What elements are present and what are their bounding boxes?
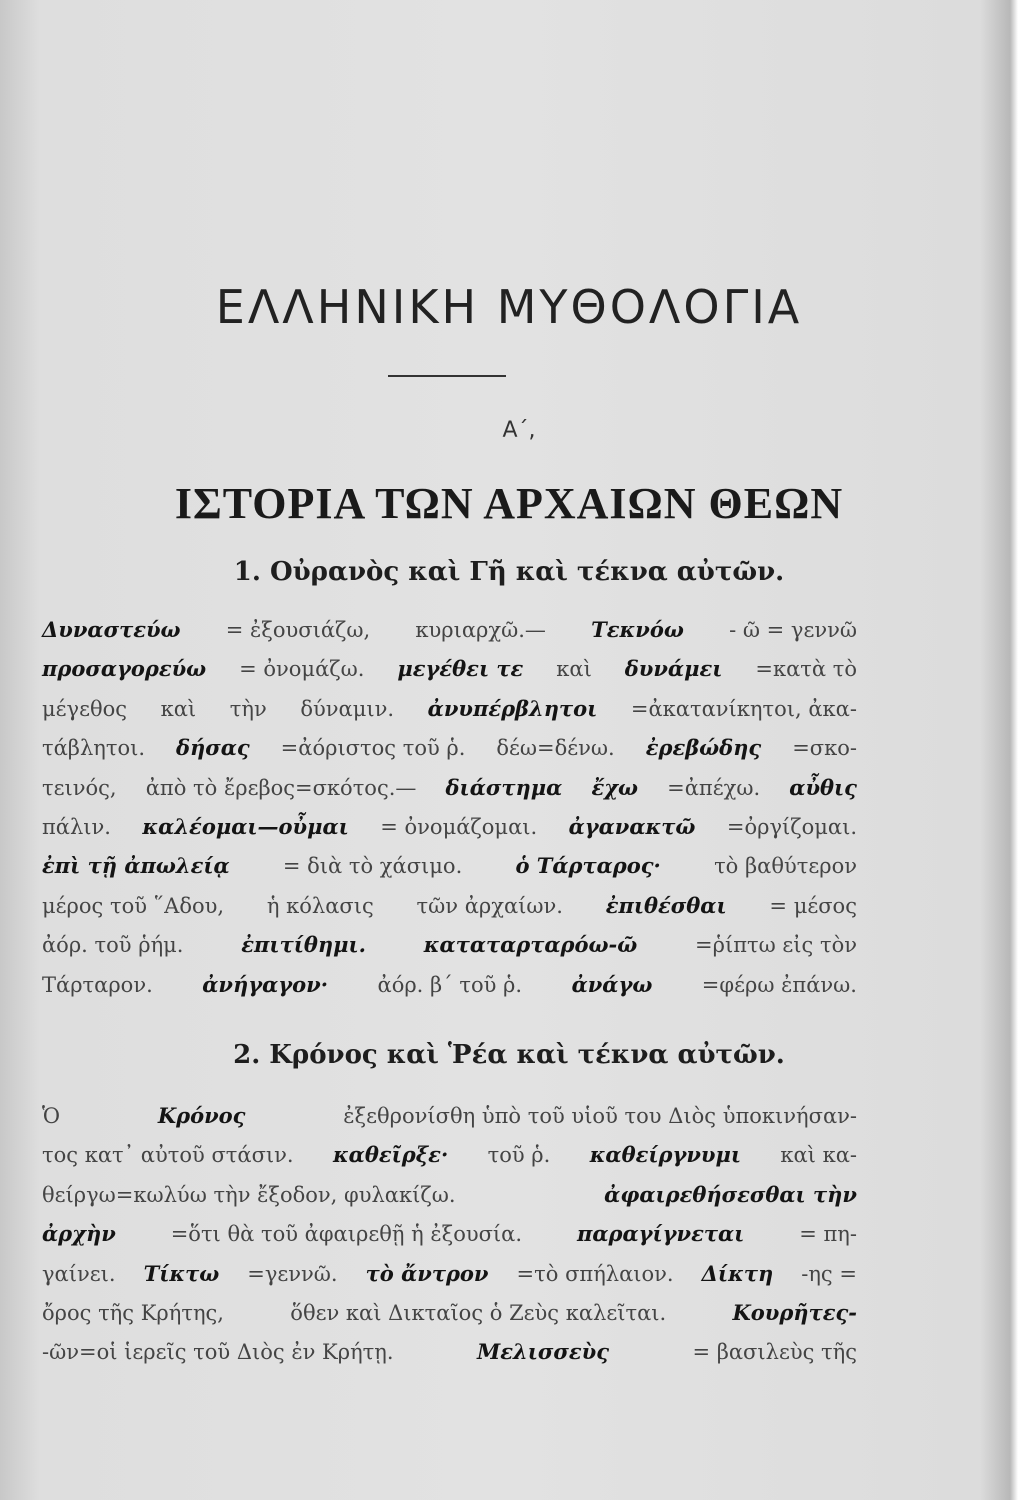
section-1-text <box>42 610 857 1004</box>
definition-text: Ὁ <box>42 1104 61 1128</box>
glossary-term: ἀνήγαγον· <box>202 971 329 997</box>
glossary-term: Δίκτη <box>701 1260 774 1286</box>
text-line <box>42 1332 857 1371</box>
definition-text: ἀπὸ τὸ ἔρεβος=σκότος.— <box>145 775 417 800</box>
text-line <box>42 807 857 846</box>
definition-text: πάλιν. <box>42 814 111 839</box>
definition-text: = ὀνομάζω. <box>239 657 365 682</box>
section-2-text <box>42 1096 857 1372</box>
glossary-term: ἀφαιρεθήσεσθαι τὴν <box>604 1181 857 1207</box>
glossary-term: καθεῖρξε· <box>332 1142 449 1168</box>
definition-text: ἀόρ. β΄ τοῦ ῥ. <box>377 972 523 997</box>
text-line <box>42 728 857 767</box>
glossary-term: ἀγανακτῶ <box>568 813 696 839</box>
text-line <box>42 1254 857 1293</box>
text-line <box>42 1293 857 1332</box>
definition-text: τοῦ ῥ. <box>487 1143 551 1168</box>
glossary-term: Δυναστεύω <box>42 617 181 642</box>
text-line <box>42 1096 857 1135</box>
text-line <box>42 1214 857 1253</box>
book-title: ΕΛΛΗΝΙΚΗ ΜΥΘΟΛΟΓΙΑ <box>215 280 803 334</box>
text-line <box>42 649 857 688</box>
section-1-title: 1. Οὐρανὸς καὶ Γῆ καὶ τέκνα αὐτῶν. <box>233 557 785 587</box>
definition-text: θείργω=κωλύω τὴν ἔξοδον, φυλακίζω. <box>42 1182 456 1207</box>
glossary-term: ἔχω <box>591 774 639 800</box>
definition-text: = ἐξουσιάζω, <box>225 618 371 642</box>
definition-text: =ὅτι θὰ τοῦ ἀφαιρεθῇ ἡ ἐξουσία. <box>170 1222 523 1247</box>
definition-text: ἡ κόλασις <box>266 893 374 918</box>
glossary-term: καλέομαι—οὖμαι <box>142 813 349 839</box>
definition-text: =κατὰ τὸ <box>755 657 857 682</box>
glossary-term: καταταρταρόω-ῶ <box>423 932 638 958</box>
definition-text: =ἀπέχω. <box>667 775 761 800</box>
text-line <box>42 965 857 1004</box>
definition-text: καὶ <box>556 657 592 682</box>
definition-text: ἐξεθρονίσθη ὑπὸ τοῦ υἱοῦ του Διὸς ὑποκινήσαν- <box>343 1104 857 1128</box>
glossary-term: μεγέθει τε <box>397 656 524 682</box>
definition-text: - ῶ = γεννῶ <box>729 618 857 642</box>
definition-text: ἀόρ. τοῦ ῥήμ. <box>42 933 184 958</box>
definition-text: -ῶν=οἱ ἱερεῖς τοῦ Διὸς ἐν Κρήτῃ. <box>42 1340 394 1365</box>
definition-text: τος κατ᾽ αὐτοῦ στάσιν. <box>42 1143 294 1168</box>
definition-text: =ὀργίζομαι. <box>726 814 857 839</box>
part-number: Α΄, <box>502 418 536 443</box>
definition-text: κυριαρχῶ.— <box>415 618 546 642</box>
definition-text: γαίνει. <box>42 1261 116 1286</box>
glossary-term: ἐπιθέσθαι <box>605 892 727 918</box>
glossary-term: τὸ ἄντρον <box>365 1260 489 1286</box>
definition-text: = μέσος <box>769 893 857 918</box>
glossary-term: ἐπὶ τῇ ἀπωλείᾳ <box>42 853 230 879</box>
glossary-term: ἐρεβώδης <box>645 735 762 761</box>
text-line <box>42 1135 857 1174</box>
glossary-term: δυνάμει <box>624 656 723 682</box>
text-line <box>42 768 857 807</box>
definition-text: καὶ <box>160 696 197 721</box>
definition-text: =φέρω ἐπάνω. <box>701 972 857 997</box>
glossary-term: προσαγορεύω <box>42 656 207 682</box>
definition-text: τεινός, <box>42 775 117 800</box>
glossary-term: παραγίγνεται <box>576 1221 745 1247</box>
glossary-term: Τεκνόω <box>591 617 684 642</box>
definition-text: =ἀόριστος τοῦ ῥ. <box>280 736 466 761</box>
definition-text: μέρος τοῦ ῞Αδου, <box>42 893 225 918</box>
definition-text: =σκο- <box>792 736 857 761</box>
definition-text: δύναμιν. <box>300 696 395 721</box>
definition-text: δέω=δένω. <box>496 736 615 761</box>
definition-text: =ῥίπτω εἰς τὸν <box>695 933 857 958</box>
definition-text: =τὸ σπήλαιον. <box>516 1261 674 1286</box>
definition-text: μέγεθος <box>42 696 128 721</box>
definition-text: καὶ κα- <box>780 1143 857 1168</box>
definition-text: = πη- <box>799 1222 857 1247</box>
definition-text: =γεννῶ. <box>247 1261 338 1286</box>
glossary-term: ὁ Τάρταρος· <box>515 853 661 879</box>
glossary-term: Μελισσεὺς <box>477 1339 609 1365</box>
definition-text: τάβλητοι. <box>42 736 146 761</box>
section-2-title: 2. Κρόνος καὶ Ῥέα καὶ τέκνα αὐτῶν. <box>233 1040 785 1070</box>
definition-text: ὄρος τῆς Κρήτης, <box>42 1300 224 1325</box>
title-divider <box>388 375 506 377</box>
definition-text: Τάρταρον. <box>42 972 153 997</box>
definition-text: -ης = <box>801 1261 857 1286</box>
definition-text: =ἀκατανίκητοι, ἀκα- <box>630 696 857 721</box>
glossary-term: καθείργνυμι <box>589 1142 742 1168</box>
glossary-term: διάστημα <box>445 774 563 800</box>
text-line <box>42 1175 857 1214</box>
definition-text: τὴν <box>229 696 267 721</box>
definition-text: τὸ βαθύτερον <box>714 854 857 879</box>
glossary-term: Κρόνος <box>157 1103 246 1128</box>
text-line <box>42 610 857 649</box>
text-line <box>42 846 857 885</box>
glossary-term: ἀνυπέρβλητοι <box>427 695 598 721</box>
glossary-term: Κουρῆτες- <box>732 1299 857 1325</box>
glossary-term: αὖθις <box>789 774 857 800</box>
text-line <box>42 925 857 964</box>
definition-text: τῶν ἀρχαίων. <box>416 893 563 918</box>
chapter-heading: ΙΣΤΟΡΙΑ ΤΩΝ ΑΡΧΑΙΩΝ ΘΕΩΝ <box>174 479 844 528</box>
definition-text: = διὰ τὸ χάσιμο. <box>282 854 463 879</box>
text-line <box>42 886 857 925</box>
glossary-term: ἀρχὴν <box>42 1221 116 1247</box>
definition-text: = βασιλεὺς τῆς <box>692 1340 857 1365</box>
definition-text: ὅθεν καὶ Δικταῖος ὁ Ζεὺς καλεῖται. <box>290 1300 667 1325</box>
glossary-term: δήσας <box>175 735 250 761</box>
definition-text: = ὀνομάζομαι. <box>380 814 538 839</box>
glossary-term: ἐπιτίθημι. <box>241 932 366 958</box>
glossary-term: ἀνάγω <box>571 971 653 997</box>
text-line <box>42 689 857 728</box>
glossary-term: Τίκτω <box>143 1260 220 1286</box>
